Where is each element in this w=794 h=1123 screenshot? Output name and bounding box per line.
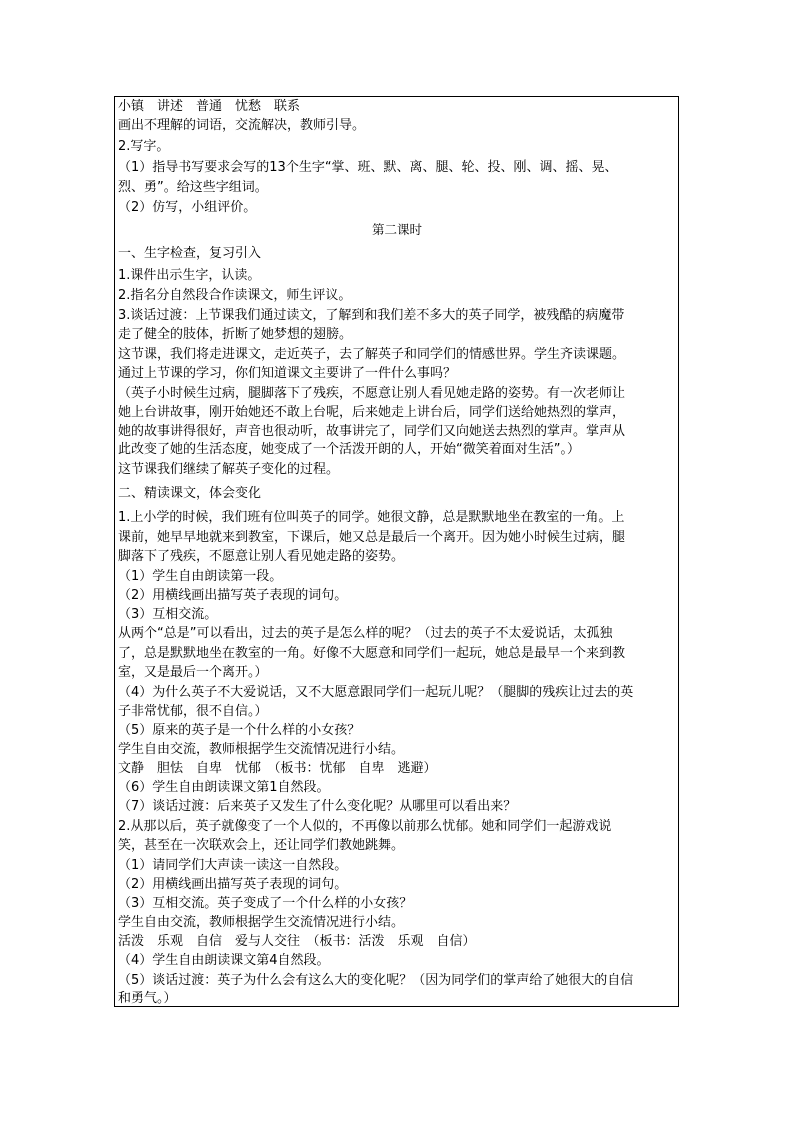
text-line: （7）谈话过渡：后来英子又发生了什么变化呢？从哪里可以看出来？ [118, 799, 517, 814]
text-line: 脚落下了残疾，不愿意让别人看见她走路的姿势。 [118, 549, 405, 564]
text-line: 1.上小学的时候，我们班有位叫英子的同学。她很文静，总是默默地坐在教室的一角。上 [118, 510, 625, 525]
text-line: （2）用横线画出描写英子表现的词句。 [118, 877, 348, 892]
text-line: 了，总是默默地坐在教室的一角。好像不大愿意和同学们一起玩，她总是最早一个来到教 [118, 646, 626, 661]
vocab-words-line: 小镇 讲述 普通 忧愁 联系 [118, 99, 301, 114]
text-line: 室，又是最后一个离开。） [118, 665, 268, 680]
text-line: 画出不理解的词语，交流解决，教师引导。 [118, 118, 366, 133]
text-line: 活泼 乐观 自信 爱与人交往 （板书：活泼 乐观 自信） [118, 934, 476, 949]
text-line: （4）为什么英子不大爱说话，又不大愿意跟同学们一起玩儿呢？（腿脚的残疾让过去的英 [118, 685, 634, 700]
text-line: （3）互相交流。 [118, 607, 218, 622]
text-line: （3）互相交流。英子变成了一个什么样的小女孩？ [118, 896, 413, 911]
text-line: 她的故事讲得很好，声音也很动听，故事讲完了，同学们又向她送去热烈的掌声。掌声从 [118, 424, 626, 439]
text-line: （2）仿写，小组评价。 [118, 200, 257, 215]
text-line: （1）学生自由朗读第一段。 [118, 569, 283, 584]
text-line: 她上台讲故事，刚开始她还不敢上台呢，后来她走上讲台后，同学们送给她热烈的掌声， [118, 405, 626, 420]
text-line: （1）指导书写要求会写的13个生字“掌、班、默、离、腿、轮、投、刚、调、摇、晃、 [118, 160, 618, 175]
section-heading: 二、精读课文，体会变化 [118, 486, 262, 501]
text-line: 走了健全的肢体，折断了她梦想的翅膀。 [118, 327, 353, 342]
text-line: 2.从那以后，英子就像变了一个人似的，不再像以前那么忧郁。她和同学们一起游戏说 [118, 819, 612, 834]
text-line: 烈、勇”。给这些字组词。 [118, 180, 268, 195]
text-line: 这节课，我们将走进课文，走近英子，去了解英子和同学们的情感世界。学生齐读课题。 [118, 347, 626, 362]
text-line: （6）学生自由朗读课文第1自然段。 [118, 780, 330, 795]
text-line: 学生自由交流，教师根据学生交流情况进行小结。 [118, 915, 405, 930]
text-line: 2.指名分自然段合作读课文，师生评议。 [118, 288, 352, 303]
text-line: 文静 胆怯 自卑 忧郁 （板书：忧郁 自卑 逃避） [118, 761, 437, 776]
text-line: 通过上节课的学习，你们知道课文主要讲了一件什么事吗？ [118, 366, 457, 381]
text-line: 课前，她早早地就来到教室，下课后，她又总是最后一个离开。因为她小时候生过病，腿 [118, 530, 626, 545]
text-line: （2）用横线画出描写英子表现的词句。 [118, 588, 348, 603]
text-line: 学生自由交流，教师根据学生交流情况进行小结。 [118, 742, 405, 757]
text-line: （5）谈话过渡：英子为什么会有这么大的变化呢？（因为同学们的掌声给了她很大的自信 [118, 973, 634, 988]
text-line: （5）原来的英子是一个什么样的小女孩？ [118, 723, 361, 738]
text-line: 这节课我们继续了解英子变化的过程。 [118, 462, 340, 477]
text-line: （英子小时候生过病，腿脚落下了残疾，不愿意让别人看见她走路的姿势。有一次老师让 [118, 386, 626, 401]
text-line: 此改变了她的生活态度，她变成了一个活泼开朗的人，开始“微笑着面对生活”。） [118, 442, 580, 457]
text-line: 2.写字。 [118, 139, 170, 154]
text-line: 1.课件出示生字，认读。 [118, 268, 261, 283]
text-line: 从两个“总是”可以看出，过去的英子是怎么样的呢？（过去的英子不太爱说话，太孤独 [118, 626, 613, 641]
text-line: （1）请同学们大声读一读这一自然段。 [118, 858, 348, 873]
section-heading: 一、生字检查，复习引入 [118, 246, 262, 261]
text-line: （4）学生自由朗读课文第4自然段。 [118, 953, 330, 968]
text-line: 和勇气。） [118, 991, 177, 1006]
lesson-period-heading: 第二课时 [371, 222, 422, 237]
text-line: 3.谈话过渡：上节课我们通过读文，了解到和我们差不多大的英子同学，被残酷的病魔带 [118, 308, 625, 323]
text-line: 子非常忧郁，很不自信。） [118, 704, 268, 719]
text-line: 笑，甚至在一次联欢会上，还让同学们教她跳舞。 [118, 838, 405, 853]
